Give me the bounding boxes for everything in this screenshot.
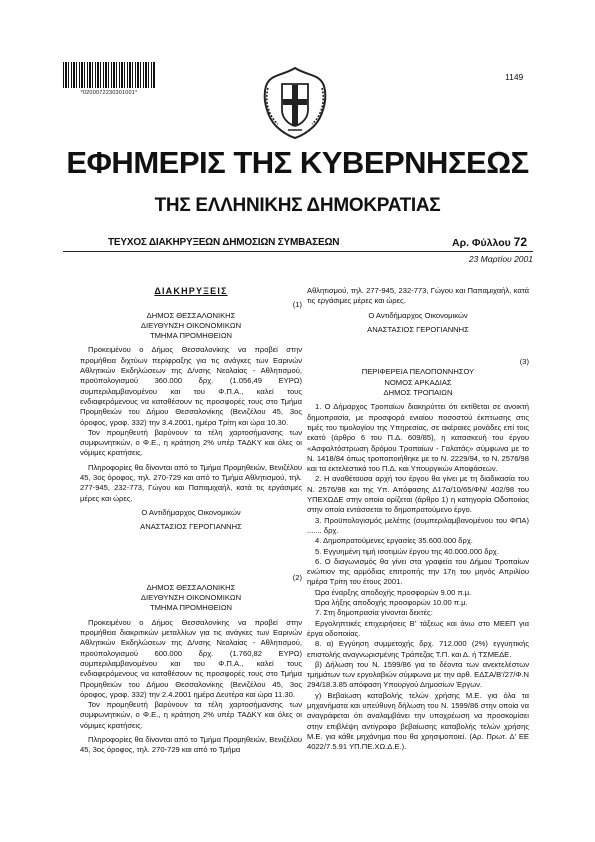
sheet-number [452, 235, 527, 249]
org-line: ΔΙΕΥΘΥΝΣΗ ΟΙΚΟΝΟΜΙΚΩΝ [140, 320, 242, 330]
notice-paragraph: Πληροφορίες θα δίνονται από το Τμήμα Προμηθειών, Βενιζέλου 45, 3ος όροφος, τηλ. 270-729 και από το Τμήμα [80, 734, 302, 755]
notice-item: 2. Η αναθέτουσα αρχή του έργου θα γίνει με τη διαδικασία του Ν. 2576/98 και της Υπ. Απόφασης Δ17α/10/65/ΦΝ/ 402/98 του ΥΠΕΧΩΔΕ στην οποία ορίζεται (άρθρο 1) η κατηγορία Οδοποιίας στην οποία εντάσσεται το δημοπρατούμενο έργο. [307, 474, 529, 515]
org-line: ΤΜΗΜΑ ΠΡΟΜΗΘΕΙΩΝ [149, 603, 233, 613]
notice-item: Ώρα έναρξης αποδοχής προσφορών 9.00 π.μ. [315, 587, 472, 597]
section-title: ΔΙΑΚΗΡΥΞΕΙΣ [154, 286, 228, 296]
notice-item: Ώρα λήξης αποδοχής προσφορών 10.00 π.μ. [315, 598, 468, 608]
notice-number: (1) [292, 300, 302, 310]
notice-item: Εργοληπτικές επιχειρήσεις Β' τάξεως και άνω στο ΜΕΕΠ για έργα οδοποιίας. [307, 618, 529, 638]
notice-item: 6. Ο διαγωνισμός θα γίνει στα γραφεία του Δήμου Τροπαίων ενώπιον της αρμόδιας επιτροπής την 17η του μηνός Απριλίου ημέρα Τρίτη του έτους 2001. [307, 556, 529, 587]
left-column [80, 278, 302, 756]
issue-date: 23 Μαρτίου 2001 [468, 254, 533, 264]
gazette-subtitle: ΤΗΣ ΕΛΛΗΝΙΚΗΣ ΔΗΜΟΚΡΑΤΙΑΣ [154, 195, 441, 216]
org-line: ΔΙΕΥΘΥΝΣΗ ΟΙΚΟΝΟΜΙΚΩΝ [140, 593, 242, 603]
notice-item: 3. Προϋπολογισμός μελέτης (συμπεριλαμβανομένου του ΦΠΑ) ....... δρχ. [307, 515, 529, 535]
org-line: ΔΗΜΟΣ ΤΡΟΠΑΙΩΝ [383, 388, 453, 398]
signer-title: Ο Αντιδήμαρχος Οικονομικών [368, 310, 468, 320]
org-line: ΤΜΗΜΑ ΠΡΟΜΗΘΕΙΩΝ [149, 331, 233, 341]
signer-title: Ο Αντιδήμαρχος Οικονομικών [141, 507, 241, 517]
org-line: ΔΗΜΟΣ ΘΕΣΣΑΛΟΝΙΚΗΣ [146, 310, 236, 320]
notice-item: 1. Ο Δήμαρχος Τροπαίων διακηρύττει ότι εκτίθεται σε ανοικτή δημοπρασία, με προσφορά ενιαίου ποσοστού έκπτωσης στις τιμές του τιμολογίου της Υπηρεσίας, σε ακέραιες μονάδες επί τοις εκατό (άρθρο 6 του Π.Δ. 609/85), η κατασκευή του έργου «Ασφαλτόστρωση δρόμου Τροπαίων - Γαλατάς» σύμφωνα με το Ν. 1418/84 όπως τροποποιήθηκε με το Ν. 2229/94, το Ν. 2576/98 και τα εκτελεστικά του Π.Δ. και Υπουργικών Αποφάσεων. [307, 402, 529, 474]
notice-number: (2) [292, 572, 302, 582]
notice-item: 5. Εγγυημένη τιμή ισοτιμών έργου της 40.000.000 δρχ. [315, 546, 499, 556]
sheet-number-value: 72 [513, 235, 528, 249]
notice-paragraph: Τον προμηθευτή βαρύνουν τα τέλη χαρτοσήμανσης των συμφωνητικών, ο Φ.Ε., η κράτηση 2% υπέρ ΤΑΔΚΥ και όλες οι νόμιμες κρατήσεις. [80, 700, 302, 730]
notice-paragraph: Αθλητισμού, τηλ. 277-945, 232-773, Γώγου και Παπαμιχαήλ, κατά τις εργάσιμες μέρες και ώρες. [307, 286, 529, 306]
notice-item: 7. Στη δημοπρασία γίνονται δεκτές: [315, 608, 433, 618]
signer-name: ΑΝΑΣΤΑΣΙΟΣ ΓΕΡΟΓΙΑΝΝΗΣ [367, 324, 469, 334]
notice-item: β) Δήλωση του Ν. 1599/86 για το δέοντα των ανεκτελέστων τμημάτων των εργολαβιών σύμφωνα με την αρθ. ΕΔΣΑ/Β'/27/Φ.Ν 294/18.3.85 απόφαση Υπουργού Δημοσίων Έργων. [307, 659, 529, 690]
org-line: ΠΕΡΙΦΕΡΕΙΑ ΠΕΛΟΠΟΝΝΗΣΟΥ [361, 367, 475, 377]
notice-item: 8. α) Εγγύηση συμμετοχής δρχ. 712.000 (2%) εγγυητικής επιστολής αναγνωρισμένης Τράπεζας Τ.Π. και Δ. ή ΤΣΜΕΔΕ. [307, 639, 529, 659]
barcode-number: *0200072230301001* [80, 90, 138, 96]
notice-paragraph: Προκειμένου ο Δήμος Θεσσαλονίκης να προβεί στην προμήθεια διχτύων περίφραξης για τις ανάγκες των Εαρινών Αθλητικών Εκδηλώσεων της Δ/νσης Νεολαίας - Αθλητισμού, προϋπολογισμού 360.000 δρχ. (1.056,49 ΕΥΡΩ) συμπεριλαμβανομένου και του Φ.Π.Α., καλεί τους ενδιαφερόμενους να καταθέσουν τις προσφορές τους στο Τμήμα Προμηθειών του Δήμου Θεσσαλονίκης (Βενιζέλου 45, 3ος όροφος, γραφ. 332) την 3.4.2001, ημέρα Τρίτη και ώρα 10.30. [80, 345, 302, 427]
page-number: 1149 [505, 72, 524, 82]
sheet-label: Αρ. Φύλλου [452, 237, 511, 249]
barcode [63, 62, 155, 88]
notice-paragraph: Τον προμηθευτή βαρύνουν τα τέλη χαρτοσήμανσης των συμφωνητικών, ο Φ.Ε., η κράτηση 2% υπέρ ΤΑΔΚΥ και όλες οι νόμιμες κρατήσεις. [80, 427, 302, 458]
right-column [307, 286, 529, 752]
gazette-title: ΕΦΗΜΕΡΙΣ ΤΗΣ ΚΥΒΕΡΝΗΣΕΩΣ [66, 145, 529, 180]
notice-paragraph: Πληροφορίες θα δίνονται από το Τμήμα Προμηθειών, Βενιζέλου 45, 3ος όροφος, τηλ. 270-729 και από το Τμήμα Αθλητισμού, τηλ. 277-945, 232-773, Γώγου και Παπαμιχαήλ, κατά τις εργάσιμες μέρες και ώρες. [80, 462, 302, 503]
greek-coat-of-arms-icon [262, 66, 328, 140]
issue-type: ΤΕΥΧΟΣ ΔΙΑΚΗΡΥΞΕΩΝ ΔΗΜΟΣΙΩΝ ΣΥΜΒΑΣΕΩΝ [108, 237, 340, 248]
org-line: ΝΟΜΟΣ ΑΡΚΑΔΙΑΣ [384, 377, 452, 387]
header-rule [63, 251, 533, 252]
org-line: ΔΗΜΟΣ ΘΕΣΣΑΛΟΝΙΚΗΣ [146, 582, 236, 592]
notice-item: 4. Δημοπρατούμενες εργασίες 35.600.000 δρχ. [315, 536, 473, 546]
notice-paragraph: Προκειμένου ο Δήμος Θεσσαλονίκης να προβεί στην προμήθεια διακριτικών μεταλλίων για τις ανάγκες των Εαρινών Αθλητικών Εκδηλώσεων της Δ/νσης Νεολαίας - Αθλητισμού, προϋπολογισμού 600.000 δρχ. (1.760,82 ΕΥΡΩ) συμπεριλαμβανομένου και του Φ.Π.Α., καλεί τους ενδιαφερόμενους να καταθέσουν τις προσφορές τους στο Τμήμα Προμηθειών του Δήμου Θεσσαλονίκης (Βενιζέλου 45, 3ος όροφος, γραφ. 332) την 2.4.2001 ημέρα Δευτέρα και ώρα 11.30. [80, 617, 302, 699]
notice-number: (3) [519, 357, 529, 367]
signer-name: ΑΝΑΣΤΑΣΙΟΣ ΓΕΡΟΓΙΑΝΝΗΣ [140, 522, 242, 532]
notice-item: γ) Βεβαίωση καταβολής τελών χρήσης Μ.Ε. για όλα τα μηχανήματα και υπεύθυνη δήλωση του Ν. 1599/86 στην οποία να αναγράφεται ότι αναλαμβάνει την υποχρέωση να προσκομίσει στην επιβλέψη αντίγραφο βεβαίωσης καταβολής τελών χρήσης Μ.Ε. για κάθε μηχάνημα που θα χρησιμοποιεί. (Αρ. Πρωτ. Δ' ΕΕ 4022/7.5.91 ΥΠ.ΠΕ.ΧΩ.Δ.Ε.). [307, 690, 529, 752]
